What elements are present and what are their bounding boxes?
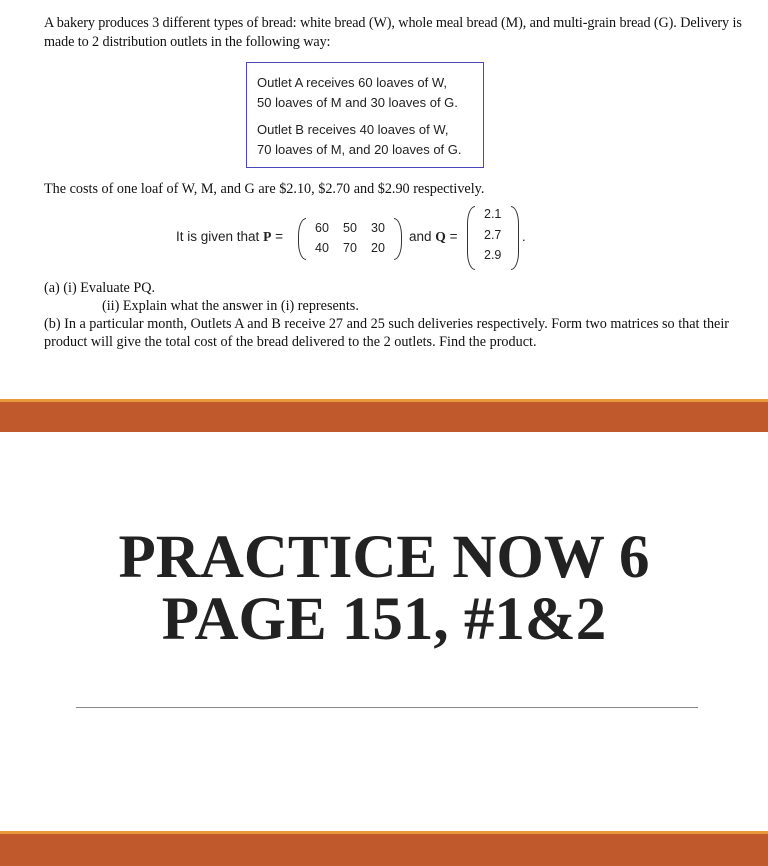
q-label: Q [435,229,446,244]
and-text: and [409,229,432,244]
questions [44,279,750,351]
matrix-p-left-paren [298,218,306,260]
matrix-p-cell: 20 [371,241,385,255]
top-band [0,402,768,432]
matrix-q-cell: 2.1 [484,207,502,221]
outlet-a-line2: 50 loaves of M and 30 loaves of G. [257,95,458,110]
p-equals: = [275,229,283,244]
matrix-p-cell: 30 [371,221,385,235]
matrix-p-cell: 50 [343,221,357,235]
matrix-q-cell: 2.9 [484,248,502,262]
title-divider [76,707,698,708]
p-label: P [263,229,272,244]
outlet-b-line1: Outlet B receives 40 loaves of W, [257,122,449,137]
q-equals: = [449,229,458,244]
given-prefix: It is given that [176,229,260,244]
question-a-i: (a) (i) Evaluate PQ. [44,280,156,296]
matrix-p-right-paren [394,218,402,260]
matrix-q-right-paren [511,206,519,270]
bottom-band [0,834,768,866]
question-b: (b) In a particular month, Outlets A and B receive 27 and 25 such deliveries respectively. Form two matrices so that their product will give the total cost of the bread delivered to the 2 outlets. Find the product. [44,316,730,350]
matrix-p-cell: 60 [315,221,329,235]
costs-statement: The costs of one loaf of W, M, and G are $2.10, $2.70 and $2.90 respectively. [44,181,485,197]
outlet-a-info [257,73,483,113]
outlet-b-line2: 70 loaves of M, and 20 loaves of G. [257,142,462,157]
matrix-period: . [522,229,526,244]
matrix-p-cell: 40 [315,241,329,255]
slide-title-line1: PRACTICE NOW 6 [118,524,650,591]
matrix-q-left-paren [467,206,475,270]
outlet-a-line1: Outlet A receives 60 loaves of W, [257,75,448,90]
slide-title [0,524,768,653]
and-statement [409,229,457,245]
problem-intro: A bakery produces 3 different types of bread: white bread (W), whole meal bread (M), and multi-grain bread (G). Delivery is made to 2 distribution outlets in the following way: [44,15,742,50]
outlet-b-info [257,120,483,160]
matrix-p-cell: 70 [343,241,357,255]
matrix-q-cell: 2.7 [484,228,502,242]
question-a-ii: (ii) Explain what the answer in (i) represents. [102,298,359,314]
slide-title-line2: PAGE 151, #1&2 [161,586,607,653]
given-statement [176,229,283,245]
outlet-info-box [246,62,484,168]
